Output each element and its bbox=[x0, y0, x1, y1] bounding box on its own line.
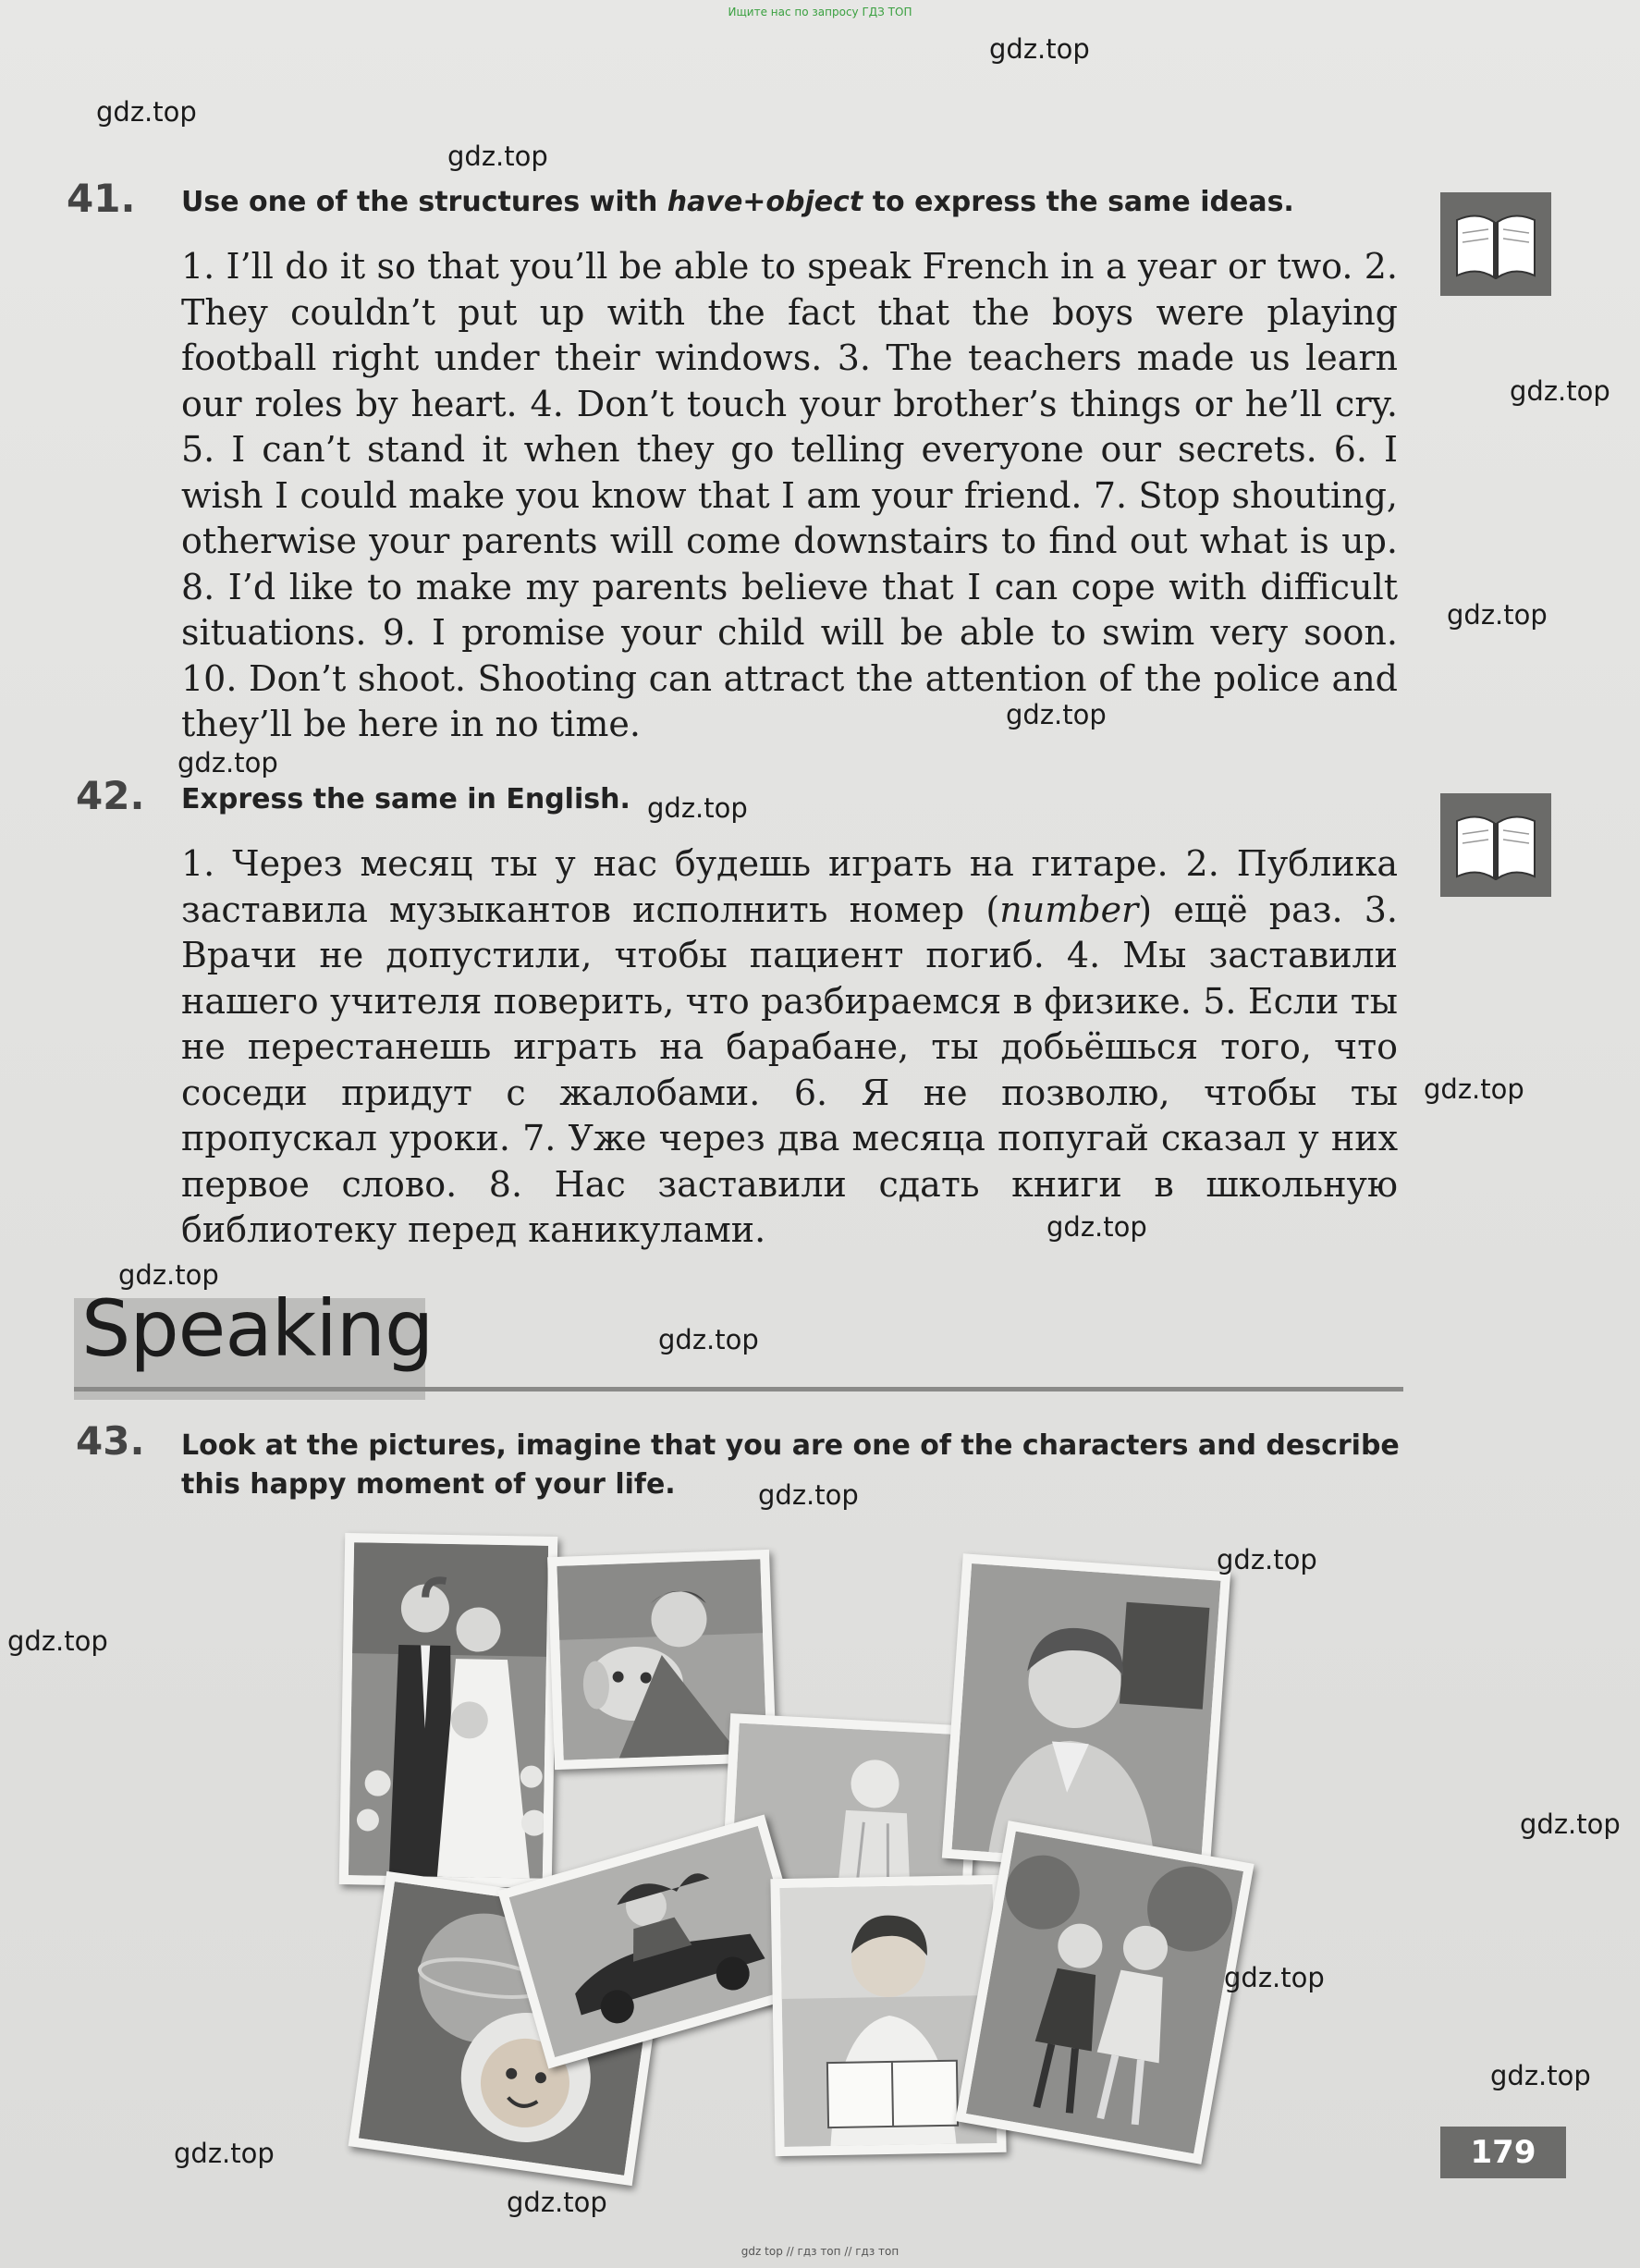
exercise-41-text: 1. I’ll do it so that you’ll be able to speak French in a year or two. 2. They couldn’t put up with the fact that the boys were playing football right under their windows. 3. The teachers made us learn our roles by heart. 4. Don’t touch your brother’s things or he’ll cry. 5. I can’t stand it when they go telling everyone our secrets. 6. I wish I could make you know that I am your friend. 7. Stop shouting, otherwise your parents will come downstairs to find out what is up. 8. I’d like to make my parents believe that I can cope with difficult situations. 9. I promise your child will be able to swim very soon. 10. Don’t shoot. Shooting can attract the attention of the police and they’ll be here in no time. bbox=[181, 246, 1398, 744]
watermark: gdz.top bbox=[989, 33, 1090, 65]
exercise-42-text-part1: 1. Через месяц ты у нас будешь играть на гитаре. 2. Публика заставила музыкантов исполнить номер ( bbox=[181, 843, 1398, 930]
exercise-43-number: 43. bbox=[76, 1418, 145, 1464]
instruction-text: Use one of the structures with bbox=[181, 186, 667, 218]
exercise-43-instruction: Look at the pictures, imagine that you are one of the characters and describe this happy moment of your life. bbox=[181, 1429, 1400, 1501]
watermark: gdz.top bbox=[118, 1259, 219, 1291]
watermark: gdz.top bbox=[174, 2138, 275, 2169]
watermark: gdz.top bbox=[1510, 375, 1610, 407]
exercise-41-number: 41. bbox=[67, 176, 136, 221]
section-divider bbox=[74, 1387, 1403, 1391]
watermark: gdz.top bbox=[758, 1479, 859, 1511]
watermark: gdz.top bbox=[1520, 1808, 1621, 1840]
watermark: gdz.top bbox=[507, 2187, 607, 2218]
open-book-icon bbox=[1440, 192, 1551, 296]
watermark: gdz.top bbox=[1006, 699, 1107, 730]
watermark: gdz.top bbox=[1424, 1073, 1524, 1105]
instruction-structure: have+object bbox=[667, 186, 863, 218]
watermark: gdz.top bbox=[447, 141, 548, 172]
open-book-icon bbox=[1440, 793, 1551, 897]
instruction-text-end: to express the same ideas. bbox=[863, 186, 1294, 218]
watermark: gdz.top bbox=[658, 1324, 759, 1355]
watermark: gdz.top bbox=[1224, 1962, 1325, 1993]
watermark: gdz.top bbox=[1046, 1211, 1147, 1243]
section-title: Speaking bbox=[81, 1283, 434, 1374]
photo-young-man-portrait bbox=[942, 1553, 1230, 1876]
exercise-42-italic-word: number bbox=[999, 889, 1139, 930]
watermark: gdz.top bbox=[177, 747, 278, 778]
exercise-41-instruction bbox=[181, 183, 1401, 222]
exercise-42-text bbox=[181, 841, 1398, 1254]
watermark: gdz.top bbox=[7, 1625, 108, 1657]
bottom-banner: gdz top // гдз топ // гдз топ bbox=[740, 2245, 900, 2258]
watermark: gdz.top bbox=[1490, 2060, 1591, 2091]
watermark: gdz.top bbox=[1217, 1544, 1317, 1575]
watermark: gdz.top bbox=[1447, 599, 1548, 631]
page-number: 179 bbox=[1440, 2127, 1566, 2178]
watermark: gdz.top bbox=[647, 792, 748, 824]
top-banner: Ищите нас по запросу ГДЗ ТОП bbox=[728, 6, 912, 18]
watermark: gdz.top bbox=[96, 96, 197, 128]
exercise-42-text-part2: ) ещё раз. 3. Врачи не допустили, чтобы пациент погиб. 4. Мы заставили нашего учителя поверить, что разбираемся в физике. 5. Если ты не перестанешь играть на барабане, ты добьёшься того, что соседи придут с жалобами. 6. Я не позволю, чтобы ты пропускал уроки. 7. Уже через два месяца попугай сказал у них первое слово. 8. Нас заставили сдать книги в школьную библиотеку перед каникулами. bbox=[181, 889, 1398, 1250]
photo-two-girls bbox=[955, 1821, 1254, 2164]
exercise-42-instruction: Express the same in English. bbox=[181, 783, 630, 815]
exercise-42-number: 42. bbox=[76, 773, 145, 818]
photo-wedding-couple bbox=[339, 1533, 558, 1888]
